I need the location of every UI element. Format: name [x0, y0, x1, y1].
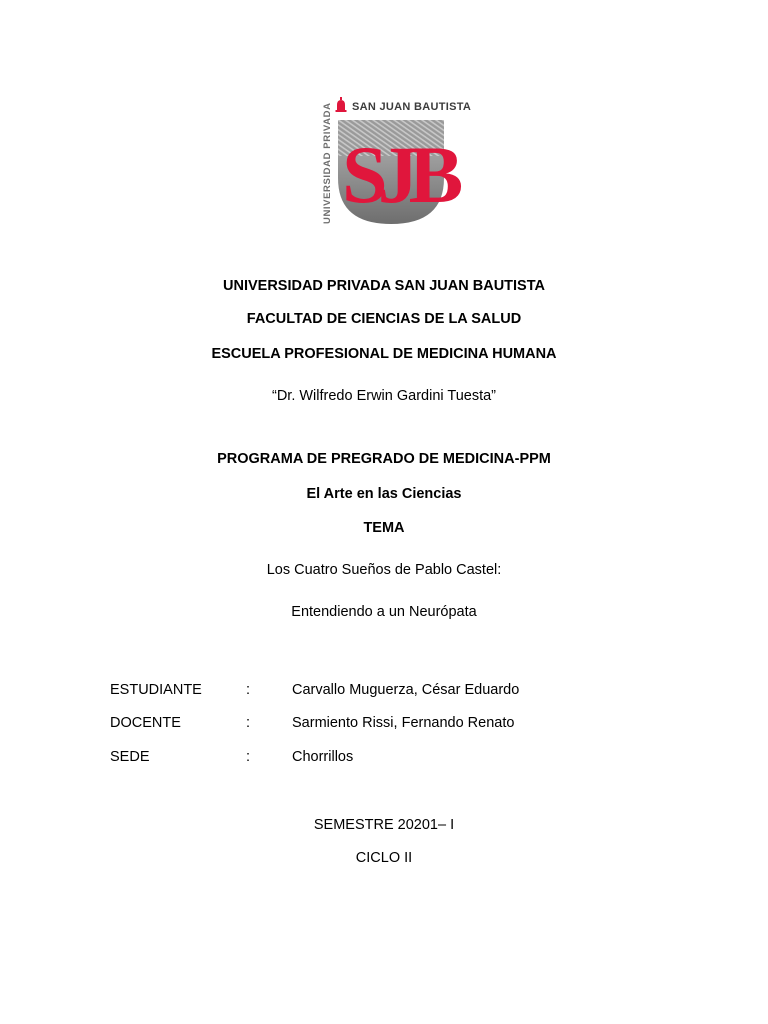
detail-row-teacher	[0, 714, 768, 732]
detail-value: Carvallo Muguerza, César Eduardo	[292, 682, 520, 698]
detail-colon: :	[246, 715, 251, 731]
university-name: UNIVERSIDAD PRIVADA SAN JUAN BAUTISTA	[223, 278, 545, 294]
detail-colon: :	[246, 682, 251, 698]
topic-label: TEMA	[363, 520, 405, 536]
semester-text: SEMESTRE 20201– I	[313, 817, 455, 833]
cycle-text: CICLO II	[355, 850, 413, 866]
university-logo	[318, 96, 472, 230]
sjb-monogram	[334, 116, 454, 226]
detail-row-campus	[0, 748, 768, 766]
svg-text:SAN JUAN BAUTISTA: SAN JUAN BAUTISTA	[352, 101, 472, 113]
svg-text:UNIVERSIDAD PRIVADA: UNIVERSIDAD PRIVADA	[322, 102, 333, 224]
detail-colon: :	[246, 749, 251, 765]
bell-icon	[336, 97, 347, 112]
detail-value: Sarmiento Rissi, Fernando Renato	[292, 715, 515, 731]
detail-label: DOCENTE	[110, 715, 181, 731]
topic-title-line1: Los Cuatro Sueños de Pablo Castel:	[266, 562, 502, 578]
topic-title-line2: Entendiendo a un Neurópata	[291, 604, 477, 620]
logo-side-text	[318, 102, 334, 224]
school-name: ESCUELA PROFESIONAL DE MEDICINA HUMANA	[211, 346, 557, 362]
program-name: PROGRAMA DE PREGRADO DE MEDICINA-PPM	[217, 451, 551, 467]
detail-label: SEDE	[110, 749, 150, 765]
faculty-name: FACULTAD DE CIENCIAS DE LA SALUD	[246, 311, 522, 327]
logo-top-text	[334, 96, 472, 114]
detail-label: ESTUDIANTE	[110, 682, 202, 698]
subject-name: El Arte en las Ciencias	[306, 486, 462, 502]
detail-value: Chorrillos	[292, 749, 354, 765]
detail-row-student	[0, 681, 768, 699]
svg-text:SJB: SJB	[342, 129, 454, 220]
dedication-text: “Dr. Wilfredo Erwin Gardini Tuesta”	[271, 388, 496, 404]
